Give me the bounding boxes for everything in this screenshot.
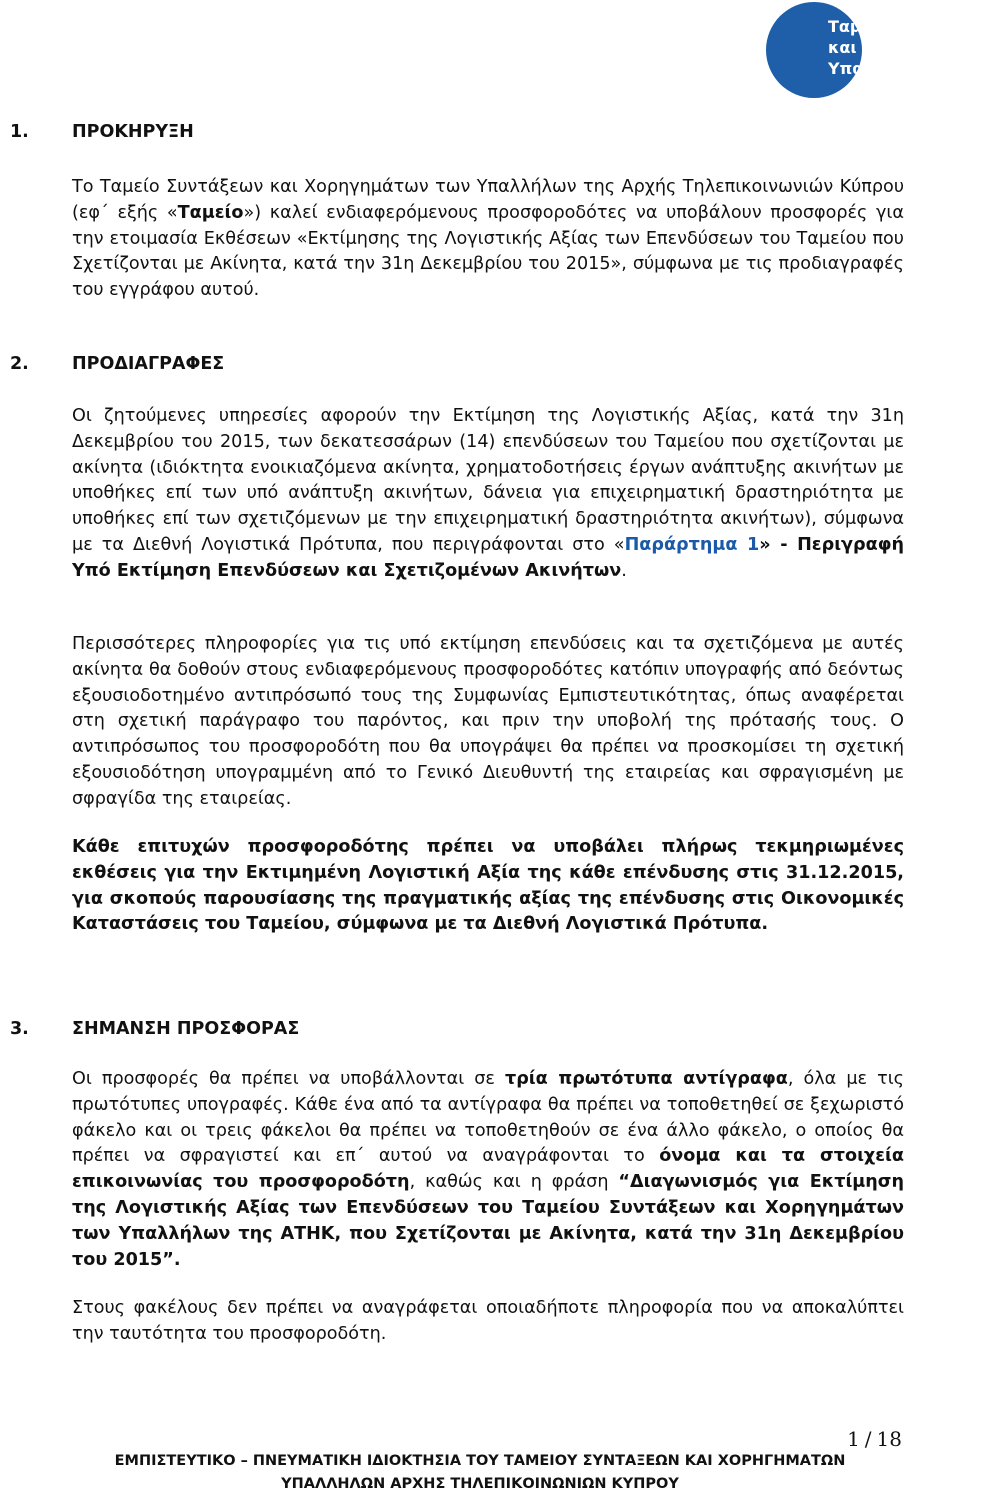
- section-2-paragraph-2: Περισσότερες πληροφορίες για τις υπό εκτίμηση επενδύσεις και τα σχετιζόμενα με αυτές ακίνητα θα δοθούν στους ενδιαφερόμενους προσφοροδότες κατόπιν υπογραφής από δεόντως εξουσιοδοτημένο αντιπρόσωπό τους της Συμφωνίας Εμπιστευτικότητας, όπως αναφέρεται στη σχετική παράγραφο του παρόντος, και πριν την υποβολή της πρότασής τους. Ο αντιπρόσωπος του προσφοροδότη που θα υπογράψει θα πρέπει να προσκομίσει τη σχετική εξουσιοδότηση υπογραμμένη από το Γενικό Διευθυντή της εταιρείας και σφραγισμένη με σφραγίδα της εταιρείας.: [72, 634, 904, 809]
- section-1-paragraph: Το Ταμείο Συντάξεων και Χορηγημάτων των Υπαλλήλων της Αρχής Τηλεπικοινωνιών Κύπρου (εφ΄ εξής «Ταμείο») καλεί ενδιαφερόμενους προσφοροδότες να υποβάλουν προσφορές για την ετοιμασία Εκθέσεων «Εκτίμησης της Λογιστικής Αξίας των Επενδύσεων του Ταμείου που Σχετίζονται με Ακίνητα, κατά την 31η Δεκεμβρίου του 2015», σύμφωνα με τις προδιαγραφές του εγγράφου αυτού.: [72, 177, 904, 301]
- section-title: ΠΡΟΚΗΡΥΞΗ: [72, 122, 194, 142]
- section-2-paragraph-1: Οι ζητούμενες υπηρεσίες αφορούν την Εκτίμηση της Λογιστικής Αξίας, κατά την 31η Δεκεμβρίου του 2015, των δεκατεσσάρων (14) επενδύσεων του Ταμείου που σχετίζονται με ακίνητα (ιδιόκτητα ενοικιαζόμενα ακίνητα, χρηματοδοτήσεις έργων ανάπτυξης ακινήτων με υποθήκες επί των υπό ανάπτυξη ακινήτων, δάνεια για επιχειρηματική δραστηριότητα με υποθήκες επί των σχετιζόμενων με την επιχειρηματική δραστηριότητα ακινήτων), σύμφωνα με τα Διεθνή Λογιστικά Πρότυπα, που περιγράφονται στο «Παράρτημα 1» - Περιγραφή Υπό Εκτίμηση Επενδύσεων και Σχετιζομένων Ακινήτων.: [72, 406, 904, 581]
- section-2-paragraph-3: Κάθε επιτυχών προσφοροδότης πρέπει να υποβάλει πλήρως τεκμηριωμένες εκθέσεις για την Εκτιμημένη Λογιστική Αξία της κάθε επένδυσης στις 31.12.2015, για σκοπούς παρουσίασης της πραγματικής αξίας της επένδυσης στις Οικονομικές Καταστάσεις του Ταμείου, σύμφωνα με τα Διεθνή Λογιστικά Πρότυπα.: [72, 837, 904, 935]
- section-number: 1.: [10, 122, 29, 142]
- logo-text: Ταμείο Συντάξεων και Χορηγημάτων Υπαλλήλων ΑΤΗΚ: [828, 17, 990, 78]
- section-number: 3.: [10, 1019, 29, 1039]
- section-number: 2.: [10, 354, 29, 374]
- page-number: 1 / 18: [847, 1427, 902, 1451]
- annex-link[interactable]: Παράρτημα 1: [624, 534, 760, 555]
- section-title: ΣΗΜΑΝΣΗ ΠΡΟΣΦΟΡΑΣ: [72, 1019, 300, 1039]
- confidential-footer: ΕΜΠΙΣΤΕΥΤΙΚΟ – ΠΝΕΥΜΑΤΙΚΗ ΙΔΙΟΚΤΗΣΙΑ ΤΟΥ ΤΑΜΕΙΟΥ ΣΥΝΤΑΞΕΩΝ ΚΑΙ ΧΟΡΗΓΗΜΑΤΩΝ ΥΠΑΛΛΗΛΩΝ ΑΡΧΗΣ ΤΗΛΕΠΙΚΟΙΝΩΝΙΩΝ ΚΥΠΡΟΥ: [114, 1453, 846, 1492]
- section-3-paragraph-2: Στους φακέλους δεν πρέπει να αναγράφεται οποιαδήποτε πληροφορία που να αποκαλύπτει την ταυτότητα του προσφοροδότη.: [72, 1298, 904, 1344]
- section-title: ΠΡΟΔΙΑΓΡΑΦΕΣ: [72, 354, 225, 374]
- section-3-paragraph-1: Οι προσφορές θα πρέπει να υποβάλλονται σε τρία πρωτότυπα αντίγραφα, όλα με τις πρωτότυπες υπογραφές. Κάθε ένα από τα αντίγραφα θα πρέπει να τοποθετηθεί σε ξεχωριστό φάκελο και οι τρεις φάκελοι θα πρέπει να τοποθετηθούν σε ένα άλλο φάκελο, ο οποίος θα πρέπει να σφραγιστεί και επ΄ αυτού να αναγράφονται το όνομα και τα στοιχεία επικοινωνίας του προσφοροδότη, καθώς και η φράση “Διαγωνισμός για Εκτίμηση της Λογιστικής Αξίας των Επενδύσεων του Ταμείου Συντάξεων και Χορηγημάτων των Υπαλλήλων της ΑΤΗΚ, που Σχετίζονται με Ακίνητα, κατά την 31η Δεκεμβρίου του 2015”.: [72, 1069, 905, 1270]
- fund-logo: [766, 2, 990, 100]
